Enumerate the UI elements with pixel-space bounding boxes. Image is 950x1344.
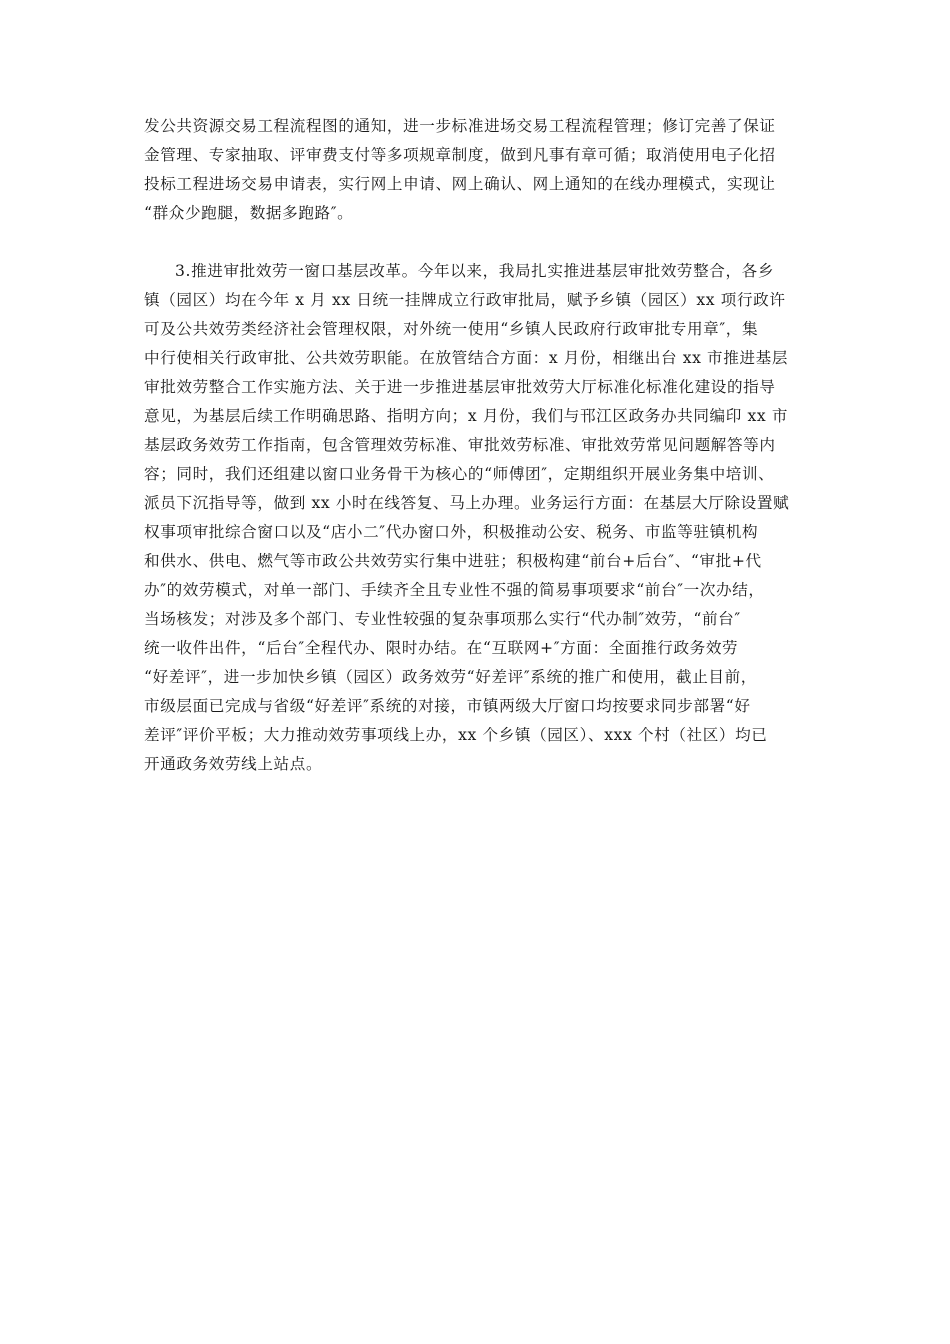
paragraph-1 bbox=[144, 112, 808, 228]
paragraph-line: 开通政务效劳线上站点。 bbox=[144, 755, 323, 773]
paragraph-line: 金管理、专家抽取、评审费支付等多项规章制度，做到凡事有章可循；取消使用电子化招 bbox=[144, 146, 776, 164]
paragraph-line: 投标工程进场交易申请表，实行网上申请、网上确认、网上通知的在线办理模式，实现让 bbox=[144, 175, 776, 193]
paragraph-line: 统一收件出件，“后台″全程代办、限时办结。在“互联网+″方面：全面推行政务效劳 bbox=[144, 639, 739, 657]
paragraph-line: “好差评″，进一步加快乡镇（园区）政务效劳“好差评″系统的推广和使用，截止目前， bbox=[144, 668, 757, 686]
paragraph-line: 差评″评价平板；大力推动效劳事项线上办，xx 个乡镇（园区）、xxx 个村（社区）均已 bbox=[144, 726, 768, 744]
paragraph-line: 和供水、供电、燃气等市政公共效劳实行集中进驻；积极构建“前台+后台″、“审批+代 bbox=[144, 552, 762, 570]
paragraph-line: 办″的效劳模式，对单一部门、手续齐全且专业性不强的简易事项要求“前台″一次办结， bbox=[144, 581, 765, 599]
paragraph-line: 发公共资源交易工程流程图的通知，进一步标准进场交易工程流程管理；修订完善了保证 bbox=[144, 117, 776, 135]
paragraph-line: 市级层面已完成与省级“好差评″系统的对接，市镇两级大厅窗口均按要求同步部署“好 bbox=[144, 697, 751, 715]
paragraph-line: 当场核发；对涉及多个部门、专业性较强的复杂事项那么实行“代办制″效劳，“前台″ bbox=[144, 610, 741, 628]
paragraph-line: 容；同时，我们还组建以窗口业务骨干为核心的“师傅团″，定期组织开展业务集中培训、 bbox=[144, 465, 775, 483]
paragraph-line: 可及公共效劳类经济社会管理权限，对外统一使用“乡镇人民政府行政审批专用章″，集 bbox=[144, 320, 759, 338]
document-page bbox=[144, 112, 808, 779]
paragraph-line: 镇（园区）均在今年 x 月 xx 日统一挂牌成立行政审批局，赋予乡镇（园区）xx 项行政许 bbox=[144, 291, 786, 309]
paragraph-line: 基层政务效劳工作指南，包含管理效劳标准、审批效劳标准、审批效劳常见问题解答等内 bbox=[144, 436, 776, 454]
paragraph-2 bbox=[144, 257, 808, 779]
paragraph-line: 3.推进审批效劳一窗口基层改革。今年以来，我局扎实推进基层审批效劳整合，各乡 bbox=[175, 262, 775, 280]
paragraph-spacer bbox=[144, 228, 808, 257]
paragraph-line: 审批效劳整合工作实施方法、关于进一步推进基层审批效劳大厅标准化标准化建设的指导 bbox=[144, 378, 776, 396]
paragraph-line: “群众少跑腿，数据多跑路″。 bbox=[144, 204, 354, 222]
paragraph-line: 中行使相关行政审批、公共效劳职能。在放管结合方面：x 月份，相继出台 xx 市推进基层 bbox=[144, 349, 789, 367]
paragraph-line: 权事项审批综合窗口以及“店小二″代办窗口外，积极推动公安、税务、市监等驻镇机构 bbox=[144, 523, 759, 541]
paragraph-line: 派员下沉指导等，做到 xx 小时在线答复、马上办理。业务运行方面：在基层大厅除设置赋 bbox=[144, 494, 790, 512]
paragraph-line: 意见，为基层后续工作明确思路、指明方向；x 月份，我们与邗江区政务办共同编印 xx 市 bbox=[144, 407, 789, 425]
